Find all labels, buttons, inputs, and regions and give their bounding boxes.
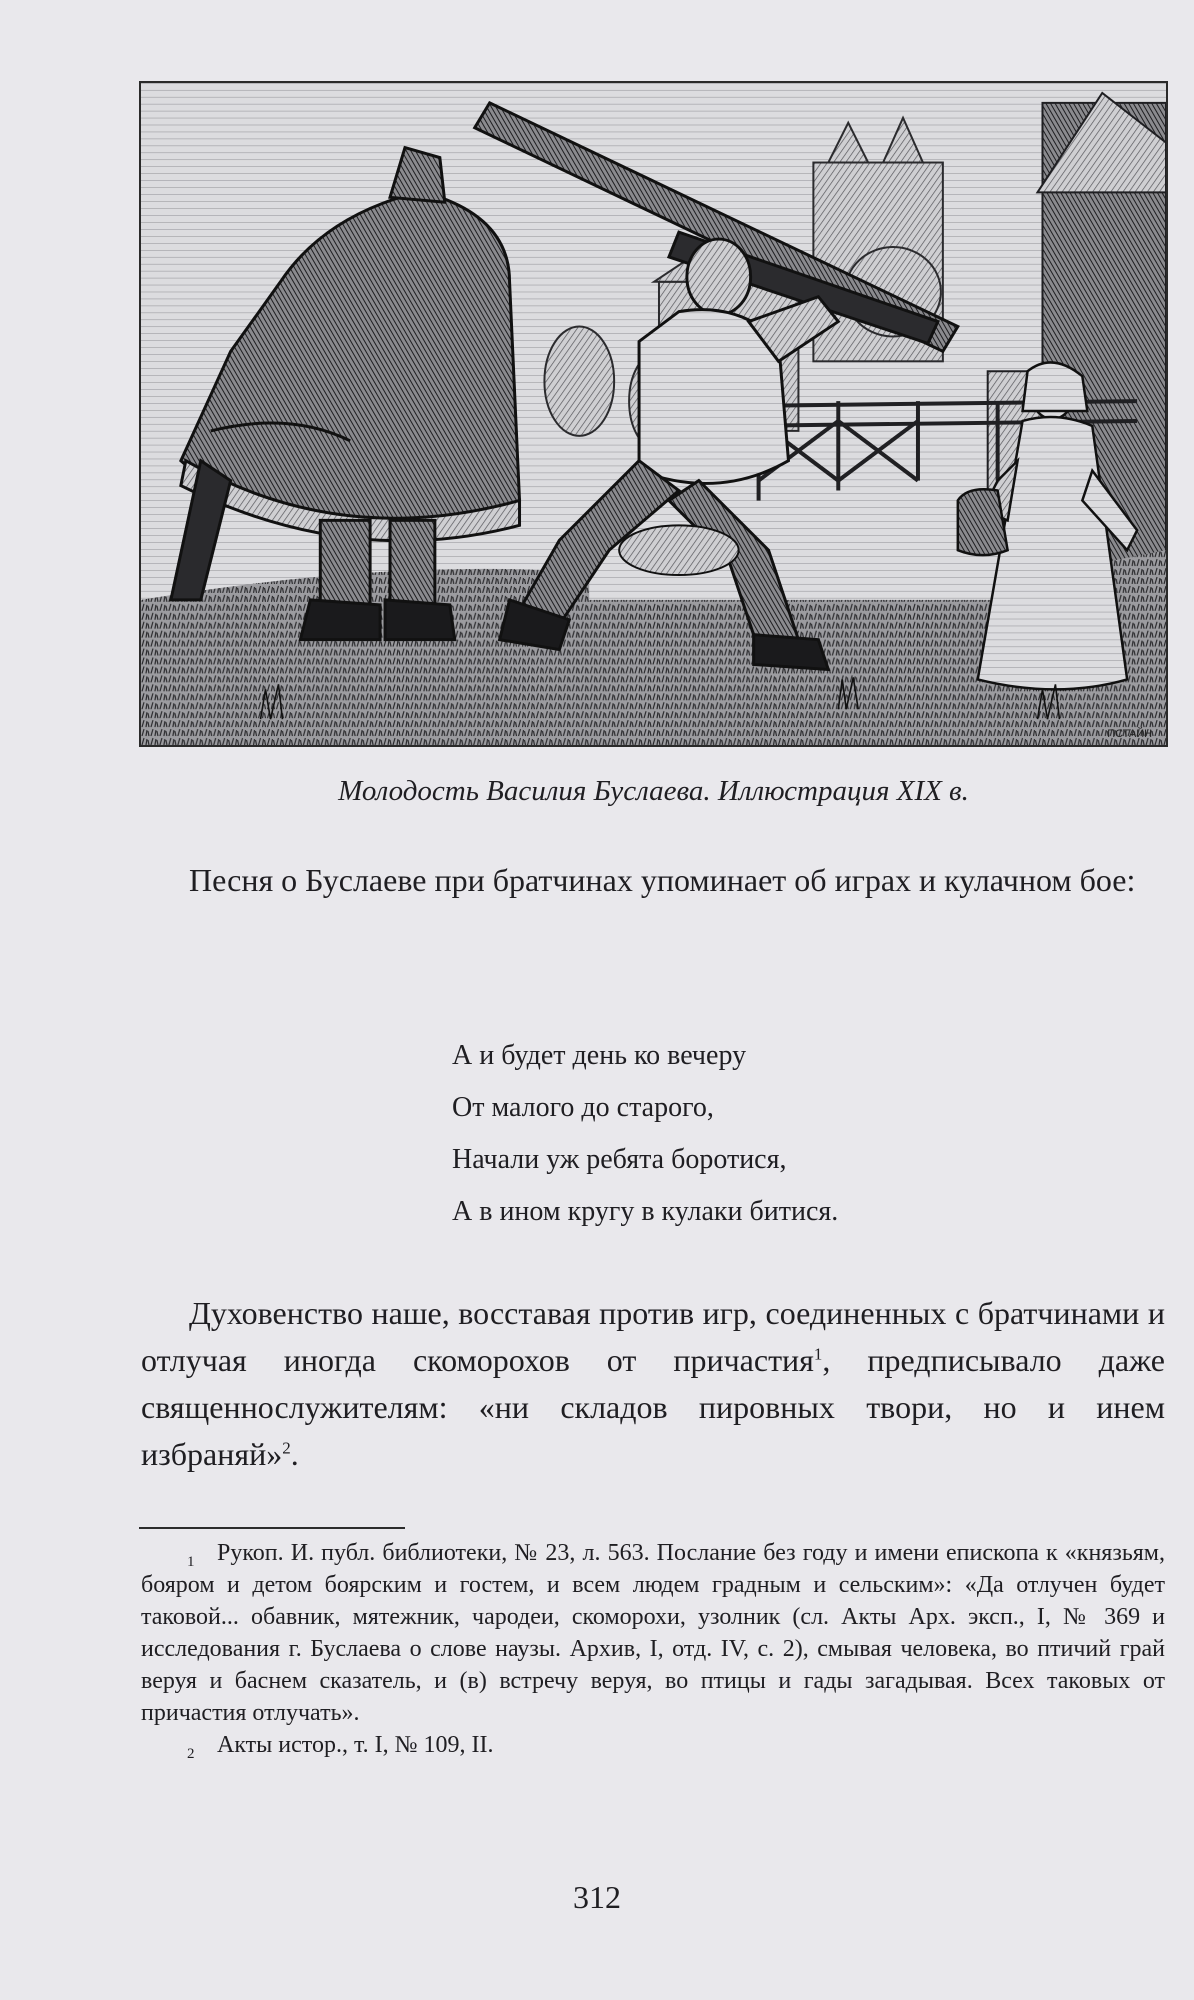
engraving-drawing bbox=[141, 83, 1166, 745]
engraving-illustration bbox=[139, 81, 1168, 747]
footnote-1 bbox=[141, 1537, 1165, 1729]
verse-line: От малого до старого, bbox=[452, 1092, 714, 1123]
page-number: 312 bbox=[573, 1879, 621, 1915]
footnote-1-text: Рукоп. И. публ. библиотеки, № 23, л. 563. Послание без году и имени епископа к «князьям, бояром и детом боярским и гостем, и всем людем градным и сельским»: «Да отлучен будет таковой... обавник, мятежник, чародеи, скоморохи, узолник (сл. Акты Арх. эксп., I, № 369 и исследования г. Буслаева о слове наузы. Архив, I, отд. IV, с. 2), смывая человека, во птичий грай веруя и баснем сказатель, и (в) встречу веруя, во птицы и гады загадывая. Всех таковых от причастия отлучать». bbox=[141, 1540, 1165, 1726]
footnote-ref-2[interactable]: 2 bbox=[282, 1438, 291, 1458]
footnote-ref-1[interactable]: 1 bbox=[813, 1344, 823, 1364]
paragraph-1 bbox=[141, 857, 1165, 904]
footnote-2-text: Акты истор., т. I, № 109, II. bbox=[217, 1732, 494, 1758]
paragraph-1-text: Песня о Буслаеве при братчинах упоминает об играх и кулачном бое: bbox=[189, 862, 1136, 898]
fallen-man bbox=[619, 525, 739, 575]
footnote-number: 1 bbox=[187, 1554, 195, 1570]
paragraph-2 bbox=[141, 1290, 1165, 1478]
footnote-separator bbox=[139, 1527, 405, 1529]
artist-signature: ПСТАЙН bbox=[1107, 728, 1153, 741]
verse-quote bbox=[452, 1030, 838, 1238]
paragraph-2-text: . bbox=[290, 1436, 299, 1472]
verse-line: А и будет день ко вечеру bbox=[452, 1040, 747, 1071]
footnotes bbox=[141, 1537, 1165, 1761]
footnote-number: 2 bbox=[187, 1746, 195, 1762]
paragraph-2-text: , предписывало даже священнослужителям: «ни складов пировных твори, но и инем избраняй» bbox=[141, 1342, 1166, 1472]
paragraph-2-text: Духовенство наше, восставая против игр, соединенных с братчинами и отлучая иногда скоморохов от причастия bbox=[141, 1295, 1165, 1378]
verse-line: Начали уж ребята боротися, bbox=[452, 1144, 787, 1175]
verse-line: А в ином кругу в кулаки битися. bbox=[452, 1196, 839, 1227]
illustration-caption: Молодость Василия Буслаева. Иллюстрация XIX в. bbox=[338, 775, 969, 807]
footnote-2 bbox=[141, 1729, 1165, 1761]
